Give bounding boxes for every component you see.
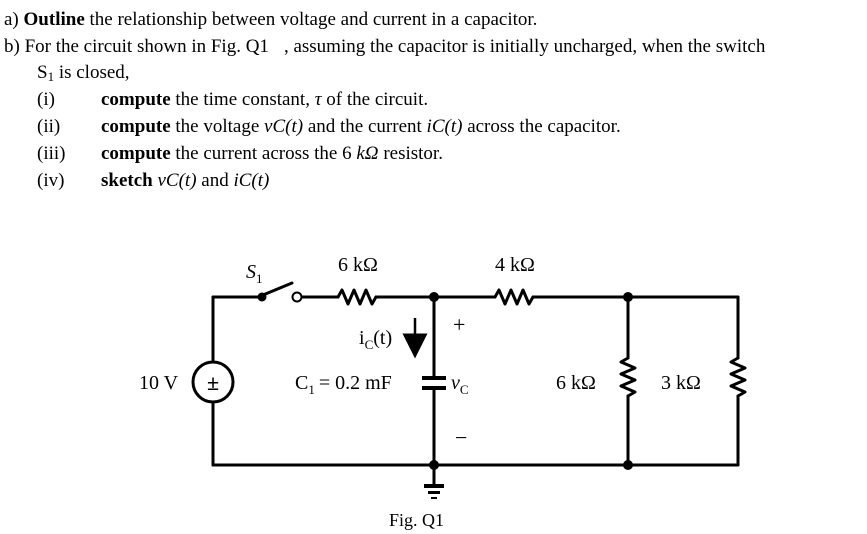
resistor-3k-load [731,358,745,396]
part-iii-symbol: kΩ [356,143,379,164]
part-iv-number: (iv) [37,170,65,191]
resistor-6k-series [338,290,376,304]
part-iii-text: the current across the 6 [170,143,357,164]
part-ii-keyword: compute [101,116,171,137]
switch-terminal-right [293,293,302,302]
part-ii-text: the voltage [170,116,265,137]
capacitor-plate-bottom [422,386,446,390]
part-i-text: the time constant, [170,89,315,110]
junction-dot [623,460,633,470]
switch-ref-sub: 1 [47,69,55,84]
junction-dot [429,292,439,302]
capacitor-plate-top [422,376,446,380]
question-b-text-end: , assuming the capacitor is initially uncharged, when the switch [283,36,766,57]
switch-blade [263,283,292,295]
switch-ref: S [37,62,48,83]
question-a-text: the relationship between voltage and current in a capacitor. [84,9,538,30]
question-a-keyword: Outline [23,9,85,30]
resistor-6k-load-label: 6 kΩ [556,372,596,394]
resistor-6k-series-label: 6 kΩ [338,254,378,276]
part-ii-number: (ii) [37,116,61,137]
resistor-3k-load-label: 3 kΩ [661,372,701,394]
source-polarity: ± [206,370,220,395]
part-iii-text-end: resistor. [378,143,443,164]
question-b-text-start: For the circuit shown in Fig. Q1 [24,36,269,57]
junction-dot [623,292,633,302]
figure-caption: Fig. Q1 [389,510,445,530]
question-a-marker: a) [4,9,19,30]
capacitor-label: $C_1 = 0.2$ mF [295,372,392,397]
part-i-number: (i) [37,89,55,110]
voltage-label: $v_C$ [451,372,469,397]
source-label: 10 V [139,372,179,394]
part-i-keyword: compute [101,89,171,110]
part-iii-number: (iii) [37,143,66,164]
part-ii-symbol-v: vC(t) [264,116,304,137]
switch-terminal-left [258,293,267,302]
part-i-text-end: of the circuit. [321,89,429,110]
part-iv-symbol-i: iC(t) [233,170,270,191]
minus-sign: − [455,425,468,450]
resistor-6k-load [621,358,635,396]
part-ii-symbol-i: iC(t) [426,116,463,137]
junction-dot [429,460,439,470]
question-b-marker: b) [4,36,20,57]
switch-label: $S_1$ [246,261,263,286]
part-i-symbol: τ [314,89,322,110]
part-ii-text-end: across the capacitor. [462,116,621,137]
plus-sign: + [453,312,466,337]
current-label: $i_C(t)$ [359,327,393,352]
part-iv-text-mid: and [196,170,234,191]
part-iii-keyword: compute [101,143,171,164]
part-iv-keyword: sketch [101,170,153,191]
resistor-4k [495,290,533,304]
ground-icon [424,484,444,499]
question-b-closed-text: is closed, [54,62,130,83]
part-ii-text-mid: and the current [303,116,427,137]
part-iv-symbol-v: vC(t) [157,170,197,191]
resistor-4k-label: 4 kΩ [495,254,535,276]
